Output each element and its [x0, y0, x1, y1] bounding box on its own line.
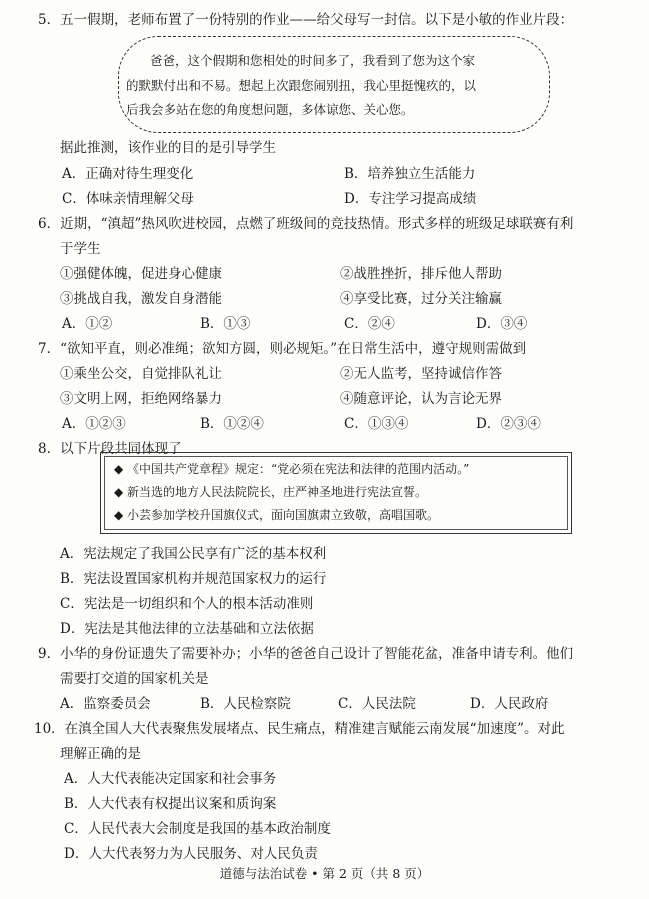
q10-option-d[interactable]: D．人大代表努力为人民服务、对人民负责 [64, 846, 318, 862]
q6-item-4: ④享受比赛，过分关注输赢 [340, 291, 502, 307]
q7-item-2: ②无人监考，坚持诚信作答 [340, 366, 502, 382]
q7-stem: 7．“欲知平直，则必准绳；欲知方圆，则必规矩。”在日常生活中，遵守规则需做到 [38, 341, 527, 357]
q9-stem-1: 9．小华的身份证遗失了需要补办；小华的爸爸自己设计了智能花盆，准备申请专利。他们 [38, 646, 574, 662]
letter-line-1: 爸爸，这个假期和您相处的时间多了，我看到了您为这个家 [150, 53, 476, 68]
q7-option-a[interactable]: A．①②③ [62, 416, 126, 432]
q7-item-3: ③文明上网，拒绝网络暴力 [60, 391, 222, 407]
q8-option-d[interactable]: D．宪法是其他法律的立法基础和立法依据 [60, 621, 314, 637]
q8-option-c[interactable]: C．宪法是一切组织和个人的根本活动准则 [60, 596, 314, 612]
q9-option-d[interactable]: D．人民政府 [470, 696, 549, 712]
q6-option-d[interactable]: D．③④ [476, 316, 528, 332]
q9-option-b[interactable]: B．人民检察院 [200, 696, 291, 712]
q5-stem: 5．五一假期，老师布置了一份特别的作业——给父母写一封信。以下是小敏的作业片段： [38, 12, 574, 28]
q6-option-c[interactable]: C．②④ [344, 316, 395, 332]
page-footer: 道德与法治试卷 • 第 2 页（共 8 页） [219, 866, 430, 881]
q5-option-b[interactable]: B．培养独立生活能力 [344, 166, 476, 182]
q10-option-a[interactable]: A．人大代表能决定国家和社会事务 [64, 771, 277, 787]
q9-stem-2: 需要打交道的国家机关是 [60, 671, 209, 687]
letter-line-2: 的默默付出和不易。想起上次跟您闹别扭，我心里挺愧疚的，以 [126, 78, 477, 93]
q8-option-a[interactable]: A．宪法规定了我国公民享有广泛的基本权利 [60, 546, 327, 562]
q5-option-d[interactable]: D．专注学习提高成绩 [344, 191, 477, 207]
q10-option-b[interactable]: B．人大代表有权提出议案和质询案 [64, 796, 277, 812]
q9-option-c[interactable]: C．人民法院 [338, 696, 416, 712]
q7-option-c[interactable]: C．①③④ [344, 416, 409, 432]
q6-item-2: ②战胜挫折，排斥他人帮助 [340, 266, 502, 282]
q8-bullet-3: ◆ 小芸参加学校升国旗仪式，面向国旗肃立致敬，高唱国歌。 [114, 508, 440, 522]
q8-stem: 8．以下片段共同体现了 [38, 441, 182, 457]
q6-item-3: ③挑战自我，激发自身潜能 [60, 291, 222, 307]
q6-option-b[interactable]: B．①③ [200, 316, 251, 332]
q7-option-b[interactable]: B．①②④ [200, 416, 264, 432]
q6-stem-1: 6．近期，“滇超”热风吹进校园，点燃了班级间的竞技热情。形式多样的班级足球联赛有利 [38, 216, 574, 232]
q6-item-1: ①强健体魄，促进身心健康 [60, 266, 222, 282]
q7-item-1: ①乘坐公交，自觉排队礼让 [60, 366, 222, 382]
q5-prompt: 据此推测，该作业的目的是引导学生 [60, 140, 276, 156]
q6-stem-2: 于学生 [60, 241, 101, 257]
q8-option-b[interactable]: B．宪法设置国家机构并规范国家权力的运行 [60, 571, 327, 587]
q5-option-a[interactable]: A．正确对待生理变化 [62, 166, 194, 182]
q6-option-a[interactable]: A．①② [62, 316, 113, 332]
q8-bullet-2: ◆ 新当选的地方人民法院院长，庄严神圣地进行宪法宣誓。 [114, 485, 428, 499]
q10-stem-1: 10．在滇全国人大代表聚焦发展堵点、民生痛点，精准建言赋能云南发展“加速度”。对此 [34, 721, 565, 737]
q10-option-c[interactable]: C．人民代表大会制度是我国的基本政治制度 [64, 821, 331, 837]
q8-bullet-1: ◆ 《中国共产党章程》规定：“党必须在宪法和法律的范围内活动。” [114, 462, 470, 476]
q10-stem-2: 理解正确的是 [60, 746, 141, 762]
letter-line-3: 后我会多站在您的角度想问题，多体谅您、关心您。 [126, 102, 414, 117]
q9-option-a[interactable]: A．监察委员会 [60, 696, 151, 712]
q5-option-c[interactable]: C．体味亲情理解父母 [62, 191, 194, 207]
q7-item-4: ④随意评论，认为言论无界 [340, 391, 502, 407]
q7-option-d[interactable]: D．②③④ [476, 416, 541, 432]
